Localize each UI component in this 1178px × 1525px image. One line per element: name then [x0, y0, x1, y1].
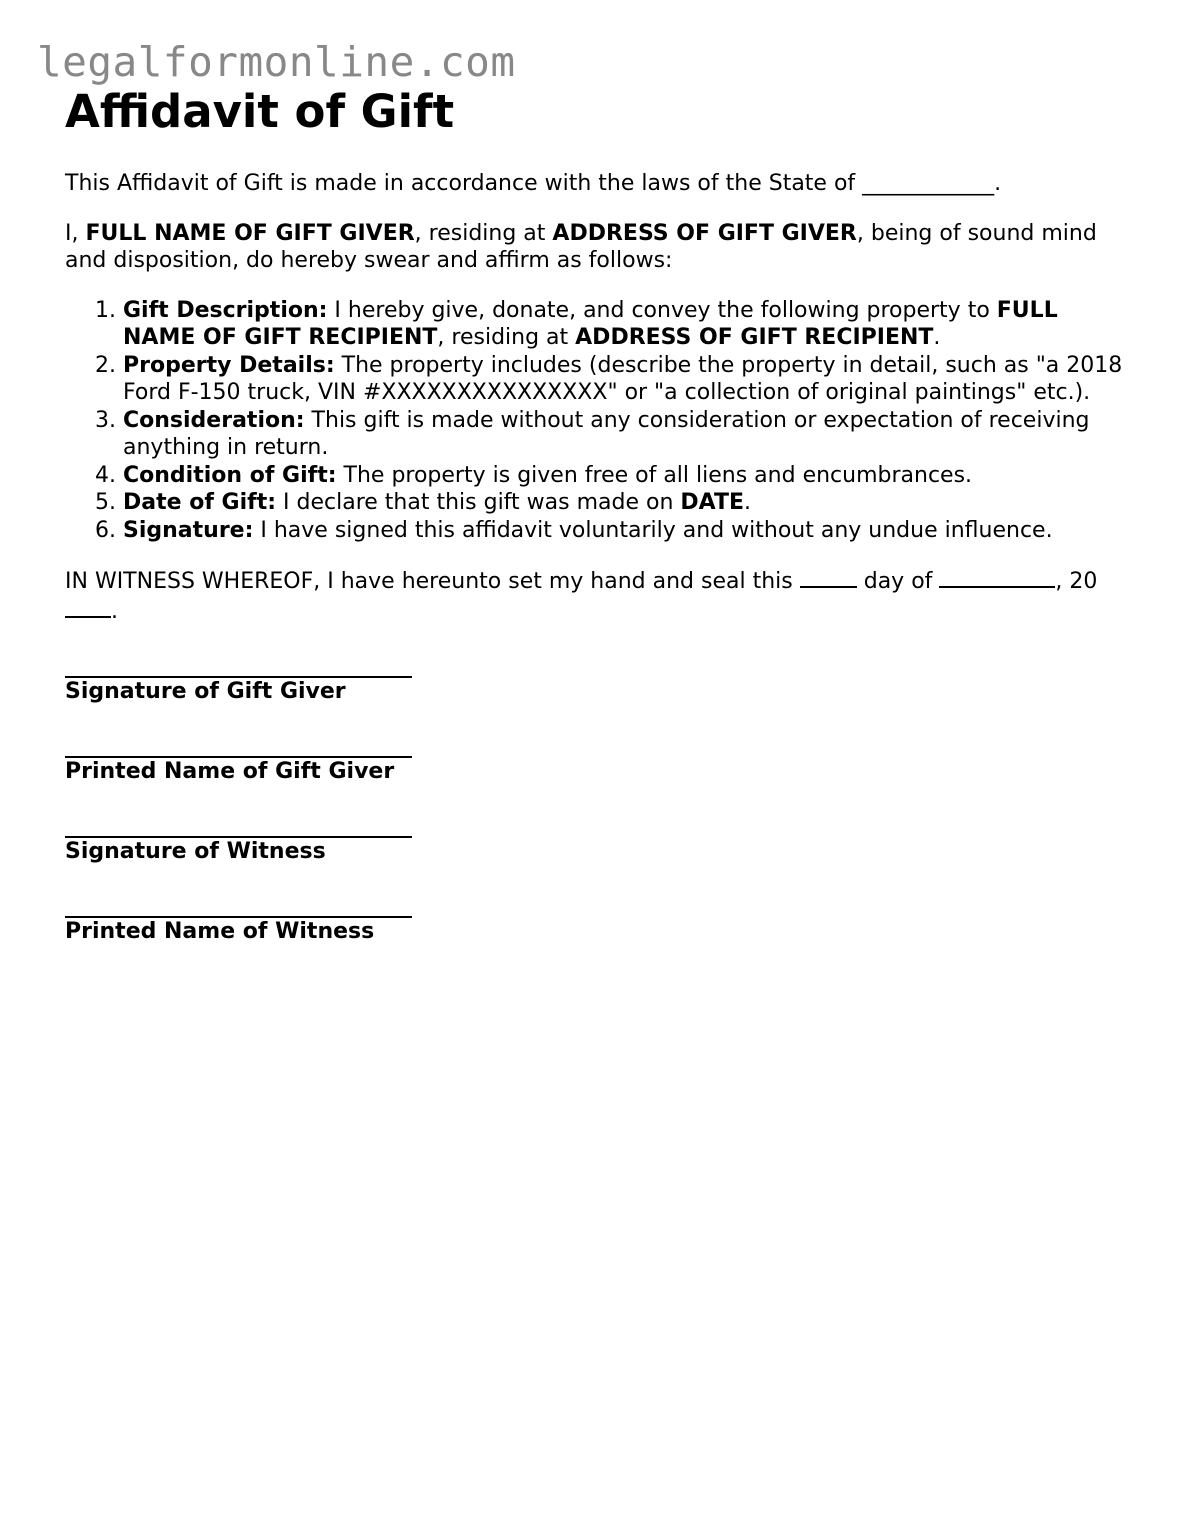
list-item — [123, 352, 1125, 407]
signature-label: Signature of Gift Giver — [65, 679, 346, 704]
day-blank[interactable] — [800, 566, 857, 588]
signature-block — [65, 649, 1125, 945]
page-title: Affidavit of Gift — [65, 85, 455, 138]
signature-label: Printed Name of Gift Giver — [65, 759, 395, 784]
affirmation-list — [65, 297, 1125, 545]
item-label: Gift Description: — [123, 297, 328, 323]
oath-paragraph — [65, 220, 1125, 275]
item-text: The property includes (describe the property in detail, such as "a 2018 Ford F-150 truck, VIN #XXXXXXXXXXXXXXX" or "a collection of original paintings" etc.). — [123, 352, 1123, 405]
item-label: Date of Gift: — [123, 490, 277, 515]
item-label: Property Details: — [123, 352, 335, 378]
item-text: , residing at — [437, 325, 576, 350]
date-placeholder: DATE — [680, 490, 745, 515]
intro-period: . — [994, 171, 1002, 196]
item-text: I declare that this gift was made on — [276, 490, 681, 515]
item-text: I have signed this affidavit voluntarily and without any undue influence. — [253, 517, 1053, 543]
recipient-address-placeholder: ADDRESS OF GIFT RECIPIENT — [575, 325, 934, 350]
witness-printed-name-line[interactable] — [65, 889, 412, 918]
giver-address-placeholder: ADDRESS OF GIFT GIVER — [552, 220, 857, 246]
witness-text: day of — [863, 569, 933, 594]
witness-text: , 20 — [1055, 569, 1098, 594]
signature-label: Signature of Witness — [65, 839, 326, 864]
witness-signature-line[interactable] — [65, 809, 412, 838]
oath-mid: , residing at — [414, 220, 553, 246]
signature-label: Printed Name of Witness — [65, 919, 375, 944]
list-item — [123, 407, 1125, 462]
witness-text: . — [111, 598, 118, 624]
watermark-logo: legalformonline.com — [37, 38, 516, 86]
witness-clause — [65, 566, 1125, 625]
oath-prefix: I, — [65, 220, 86, 246]
item-text: The property is given free of all liens and encumbrances. — [336, 462, 973, 488]
recipient-name-placeholder: FULL NAME OF GIFT RECIPIENT — [123, 297, 1058, 350]
list-item — [123, 462, 1125, 490]
intro-paragraph — [65, 170, 1125, 198]
item-text: . — [933, 325, 941, 350]
witness-text: IN WITNESS WHEREOF, I have hereunto set my hand and seal this — [65, 569, 793, 594]
state-blank[interactable]: ____________ — [862, 171, 995, 196]
item-label: Consideration: — [123, 407, 305, 433]
intro-text: This Affidavit of Gift is made in accordance with the laws of the State of — [65, 171, 856, 196]
list-item — [123, 517, 1125, 545]
year-blank[interactable] — [65, 596, 111, 618]
giver-name-placeholder: FULL NAME OF GIFT GIVER — [85, 220, 415, 246]
list-item — [123, 297, 1125, 352]
item-text: . — [744, 490, 752, 515]
list-item — [123, 489, 1125, 517]
month-blank[interactable] — [939, 566, 1055, 588]
item-text: I hereby give, donate, and convey the following property to — [327, 297, 997, 323]
giver-printed-name-line[interactable] — [65, 729, 412, 758]
item-label: Condition of Gift: — [123, 462, 337, 488]
document-body — [65, 84, 1125, 969]
item-text: This gift is made without any consideration or expectation of receiving anything in return. — [123, 407, 1090, 460]
item-label: Signature: — [123, 517, 254, 543]
giver-signature-line[interactable] — [65, 649, 412, 678]
oath-suffix: , being of sound mind and disposition, do hereby swear and affirm as follows: — [65, 220, 1097, 273]
